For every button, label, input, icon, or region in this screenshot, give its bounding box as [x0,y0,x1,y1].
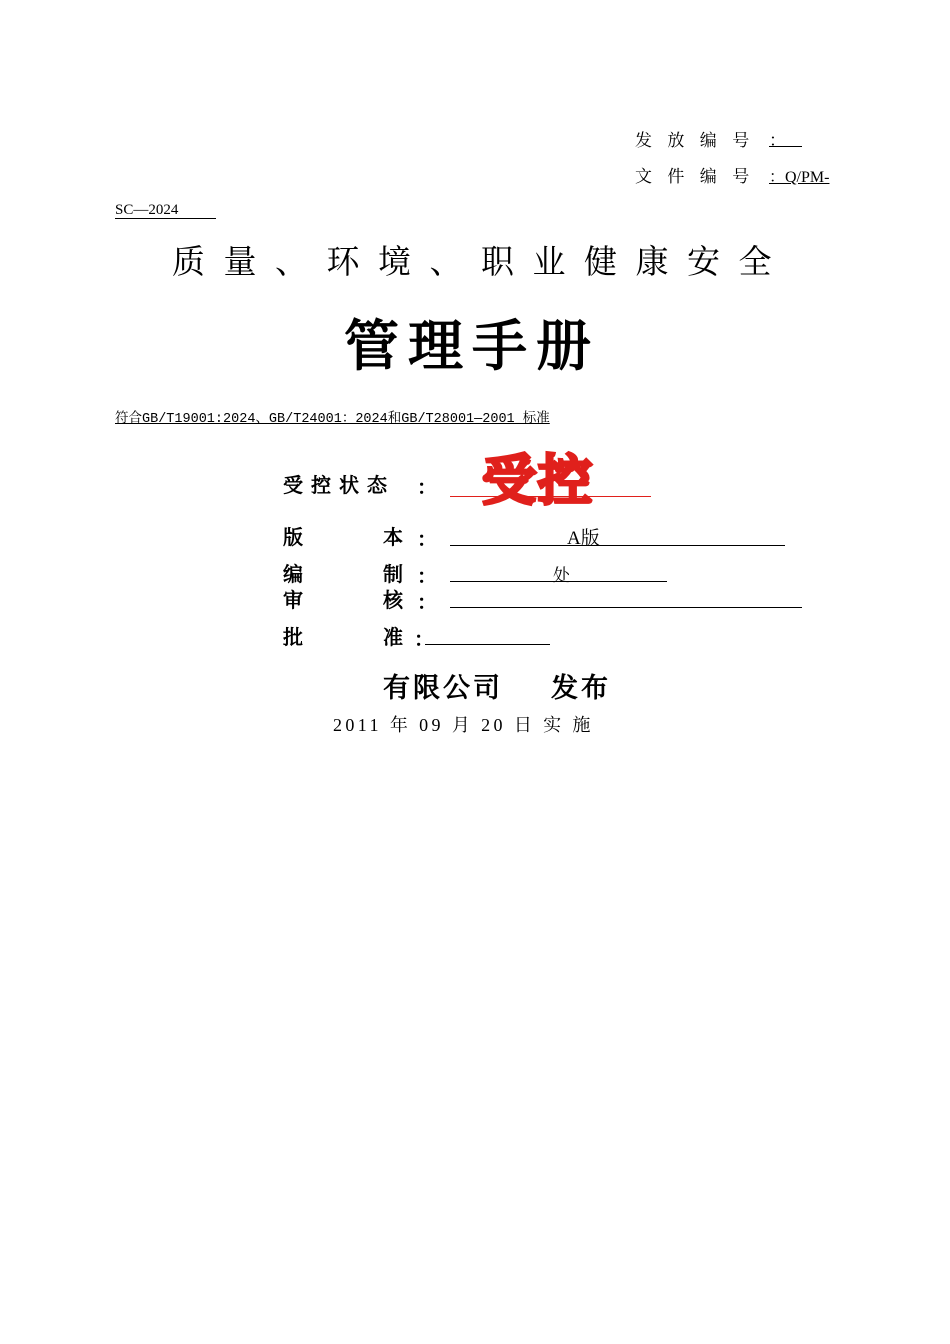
effective-date: 2011 年 09 月 20 日 实 施 [333,715,594,735]
version-label-1: 版 [283,525,303,549]
compile-colon: ： [417,564,437,588]
file-number-label: 文 件 编 号 [635,167,755,187]
review-underline [450,607,802,608]
review-label-2: 核 [383,588,403,612]
company-name: 有限公司 [383,673,503,704]
control-status-label: 受控状态 [283,473,395,497]
compile-value: 处 [553,566,570,585]
approve-colon: ： [414,627,434,651]
version-colon: ： [417,527,437,551]
version-label-2: 本 [383,525,403,549]
compile-underline [450,581,667,582]
approve-label-2: 准 [383,625,403,649]
file-number-continued: SC—2024 [115,202,179,218]
issue-number-label: 发 放 编 号 [635,131,755,151]
title-line2: 管理手册 [344,314,601,378]
version-value: A版 [567,528,600,549]
approve-label-1: 批 [283,625,303,649]
approve-underline [425,644,550,645]
review-colon: ： [417,590,437,614]
issue-number-underline [769,146,802,147]
control-status-underline [450,496,651,497]
compile-label-1: 编 [283,562,303,586]
compile-label-2: 制 [383,562,403,586]
title-line1: 质量、环境、职业健康安全 [172,242,790,281]
publish-label: 发布 [551,673,611,704]
control-status-colon: ： [417,475,437,499]
review-label-1: 审 [283,588,303,612]
standard-compliance: 符合GB/T19001:2024、GB/T24001：2024和GB/T28001—2001 标准 [115,412,550,427]
issue-number-colon: ： [769,131,786,151]
file-number-value: ：Q/PM- [769,169,830,186]
version-underline [450,545,785,546]
controlled-stamp: 受控 [482,449,594,512]
file-number-underline [115,218,216,219]
